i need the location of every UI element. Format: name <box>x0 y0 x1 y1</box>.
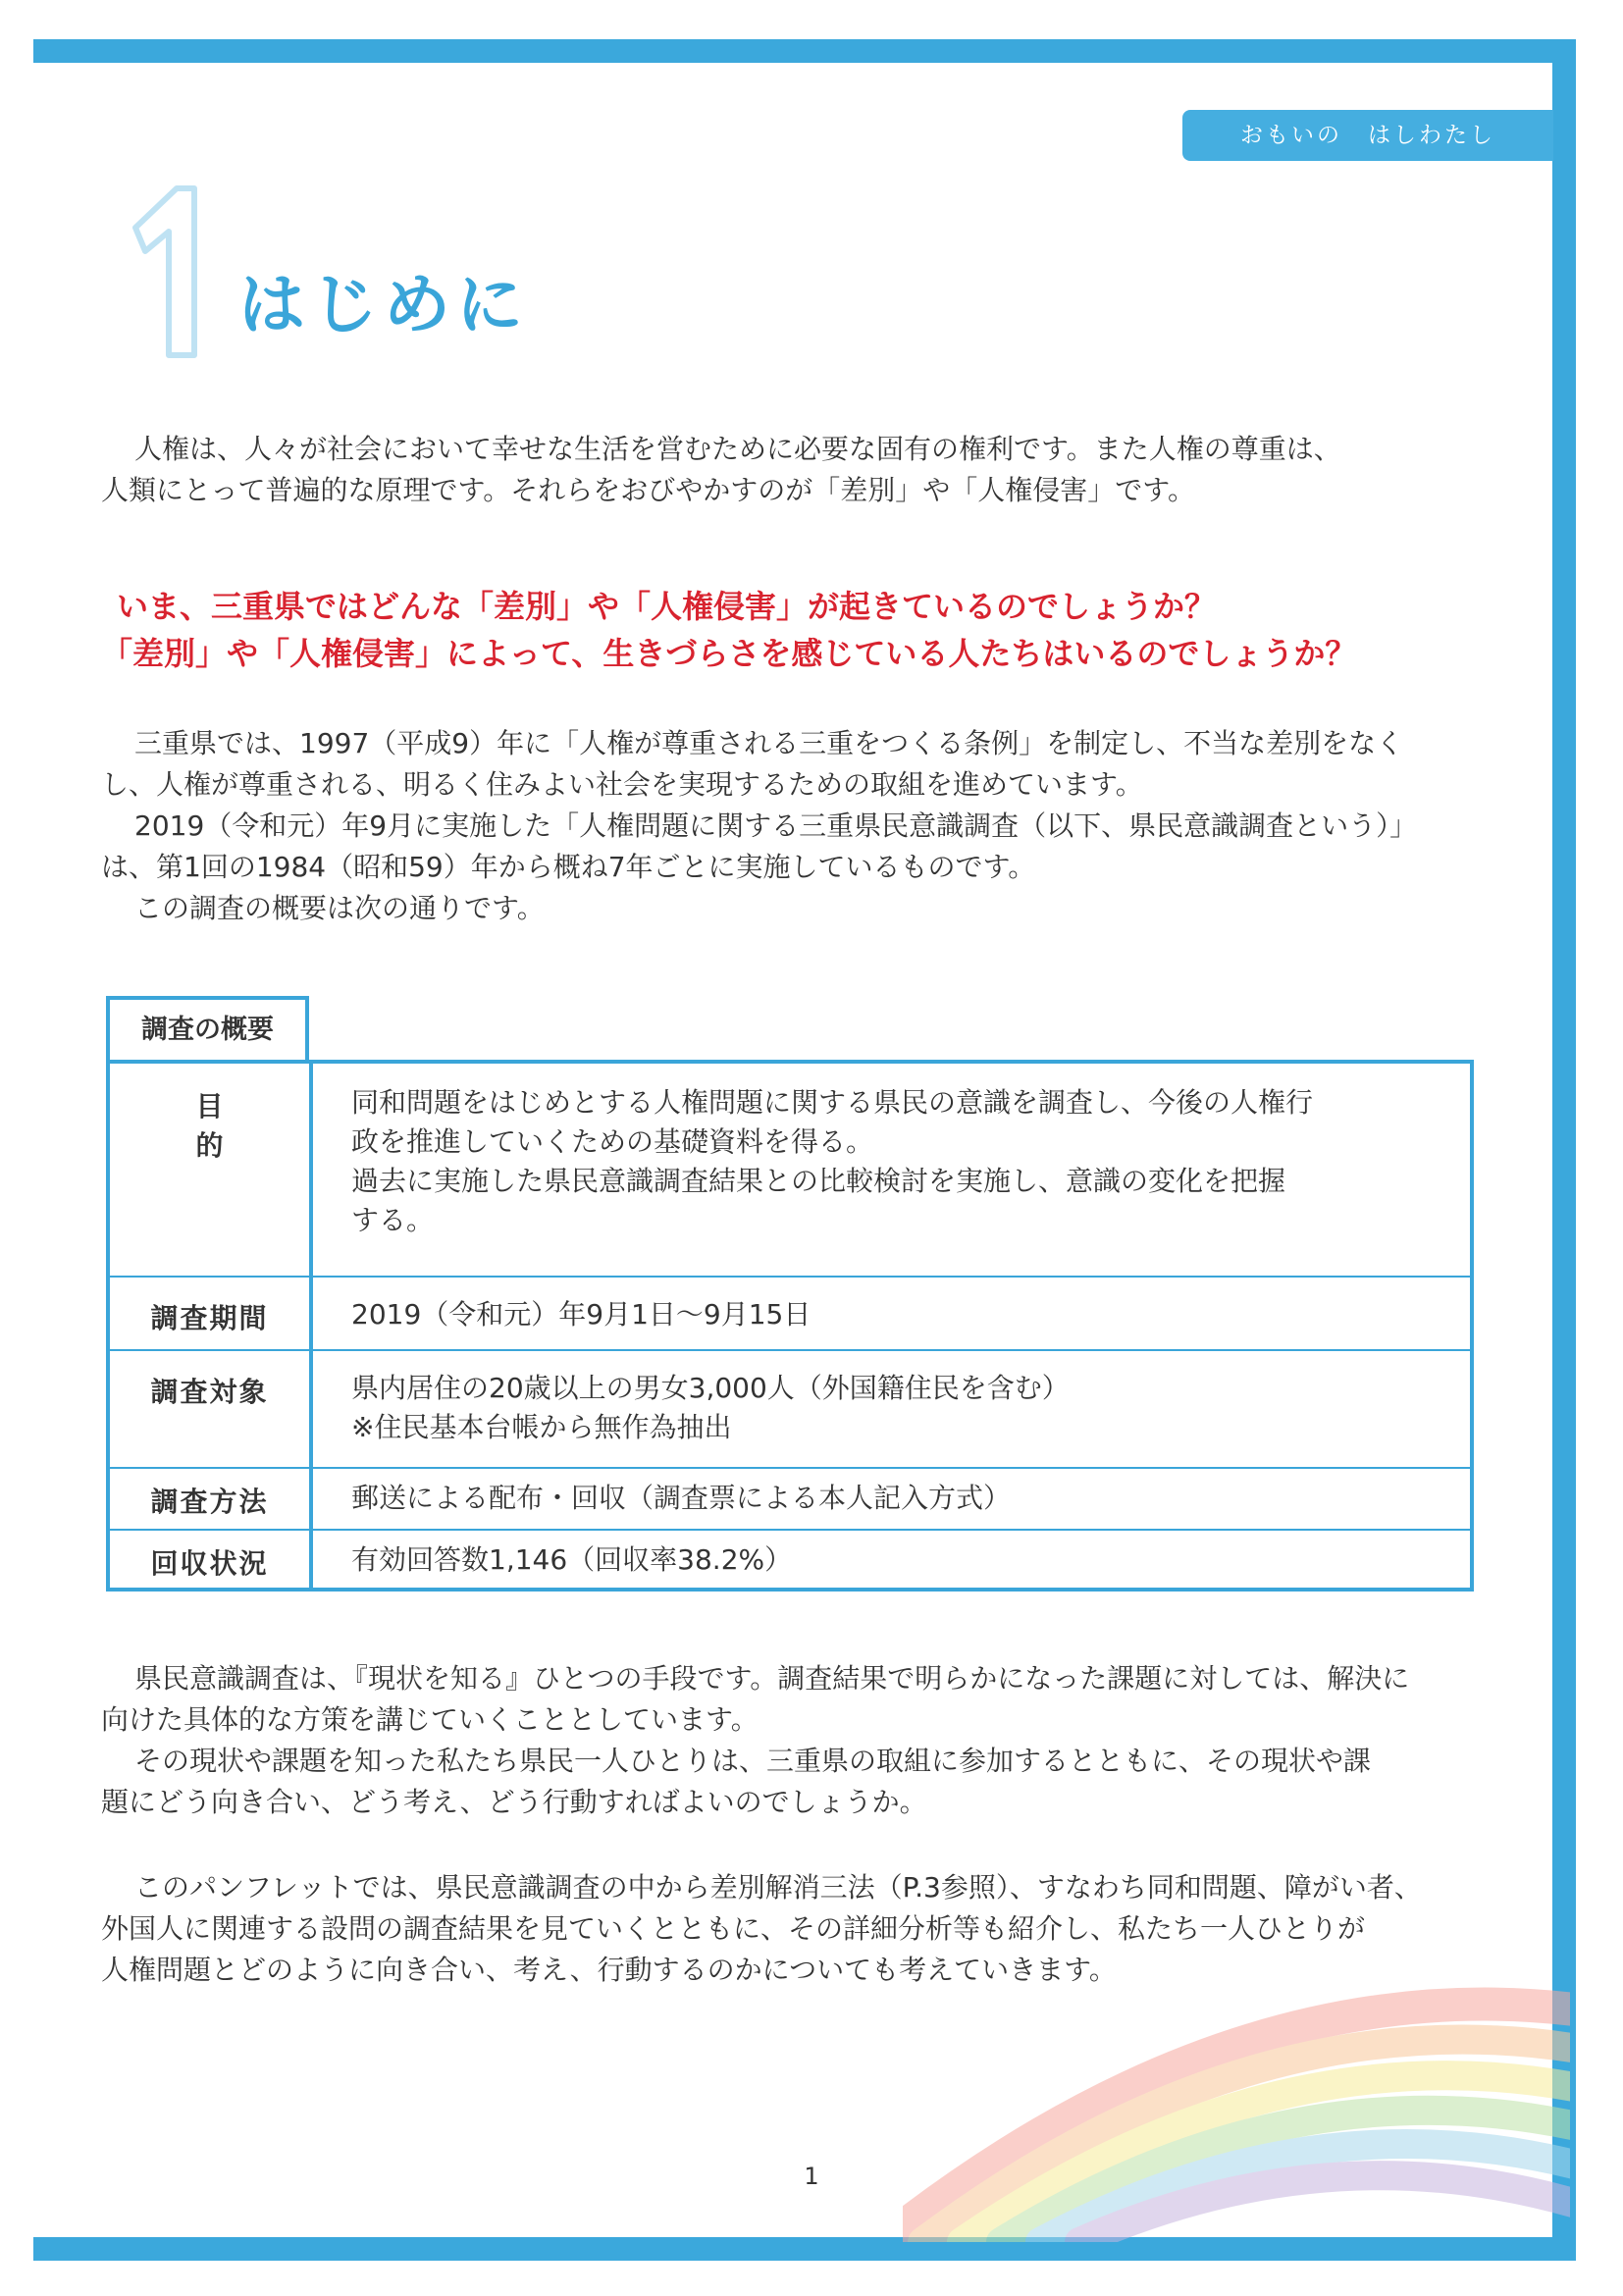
survey-row-purpose <box>110 1064 1470 1278</box>
page-number: 1 <box>804 2163 819 2190</box>
body-line: 人権問題とどのように向き合い、考え、行動するのかについても考えていきます。 <box>101 1954 1117 1986</box>
survey-content-line: ※住民基本台帳から無作為抽出 <box>351 1411 732 1443</box>
survey-content-line: 2019（令和元）年9月1日～9月15日 <box>351 1298 812 1331</box>
survey-header: 調査の概要 <box>106 996 309 1061</box>
survey-label: 調査対象 <box>110 1349 313 1467</box>
intro-line: 人類にとって普遍的な原理です。それらをおびやかすのが「差別」や「人権侵害」です。 <box>101 474 1195 506</box>
header-tab: おもいの はしわたし <box>1182 110 1553 161</box>
survey-row-response <box>110 1529 1470 1592</box>
section-number-graphic <box>116 167 224 373</box>
survey-content-line: 有効回答数1,146（回収率38.2%） <box>351 1543 793 1576</box>
body-line: 県民意識調査は、『現状を知る』ひとつの手段です。調査結果で明らかになった課題に対しては、解決に <box>134 1662 1410 1695</box>
survey-row-method <box>110 1467 1470 1531</box>
survey-content-line: 政を推進していくための基礎資料を得る。 <box>351 1125 874 1158</box>
survey-label: 回収状況 <box>110 1529 313 1592</box>
body-line: その現状や課題を知った私たち県民一人ひとりは、三重県の取組に参加するとともに、その現状や課 <box>134 1745 1372 1777</box>
lead-line: 「差別」や「人権侵害」によって、生きづらさを感じている人たちはいるのでしょうか？ <box>101 635 1357 672</box>
survey-label: 目的 <box>110 1064 313 1276</box>
section-number: 1 <box>116 167 117 168</box>
frame-right-bar <box>1552 39 1576 2261</box>
lead-line: いま、三重県ではどんな「差別」や「人権侵害」が起きているのでしょうか？ <box>117 588 1217 625</box>
survey-content <box>351 1295 1450 1334</box>
section-title: はじめに <box>238 267 530 344</box>
rainbow-illustration <box>903 1972 1570 2242</box>
body-line: このパンフレットでは、県民意識調査の中から差別解消三法（P.3参照）、すなわち同和問題、障がい者、 <box>134 1871 1422 1904</box>
body-paragraph-2 <box>101 1658 1475 1823</box>
survey-row-target <box>110 1349 1470 1469</box>
intro-paragraph <box>101 429 1475 511</box>
survey-content <box>351 1083 1450 1240</box>
body-paragraph-1 <box>101 723 1475 929</box>
body-line: この調査の概要は次の通りです。 <box>134 892 545 924</box>
survey-content <box>351 1369 1450 1447</box>
lead-question <box>101 583 1514 677</box>
frame-top-bar <box>33 39 1576 63</box>
survey-content-line: する。 <box>351 1204 435 1236</box>
survey-content <box>351 1479 1450 1518</box>
body-line: 題にどう向き合い、どう考え、どう行動すればよいのでしょうか。 <box>101 1786 927 1818</box>
survey-content-line: 県内居住の20歳以上の男女3,000人（外国籍住民を含む） <box>351 1372 1070 1404</box>
survey-label: 調査期間 <box>110 1276 313 1349</box>
survey-content <box>351 1540 1450 1580</box>
survey-content-line: 郵送による配布・回収（調査票による本人記入方式） <box>351 1482 1012 1514</box>
body-line: 2019（令和元）年9月に実施した「人権問題に関する三重県民意識調査（以下、県民意識調査という）」 <box>134 809 1418 842</box>
survey-label: 調査方法 <box>110 1467 313 1529</box>
survey-table <box>106 1060 1474 1592</box>
body-line: 向けた具体的な方策を講じていくこととしています。 <box>101 1703 759 1736</box>
body-line: し、人権が尊重される、明るく住みよい社会を実現するための取組を進めています。 <box>101 768 1143 801</box>
body-line: は、第1回の1984（昭和59）年から概ね7年ごとに実施しているものです。 <box>101 851 1036 883</box>
body-line: 外国人に関連する設問の調査結果を見ていくとともに、その詳細分析等も紹介し、私たち一人ひとりが <box>101 1912 1366 1945</box>
survey-content-line: 同和問題をはじめとする人権問題に関する県民の意識を調査し、今後の人権行 <box>351 1086 1314 1119</box>
survey-content-line: 過去に実施した県民意識調査結果との比較検討を実施し、意識の変化を把握 <box>351 1165 1286 1197</box>
body-line: 三重県では、1997（平成9）年に「人権が尊重される三重をつくる条例」を制定し、不当な差別をなく <box>134 727 1404 759</box>
intro-line: 人権は、人々が社会において幸せな生活を営むために必要な固有の権利です。また人権の尊重は、 <box>134 433 1341 465</box>
survey-row-period <box>110 1276 1470 1351</box>
